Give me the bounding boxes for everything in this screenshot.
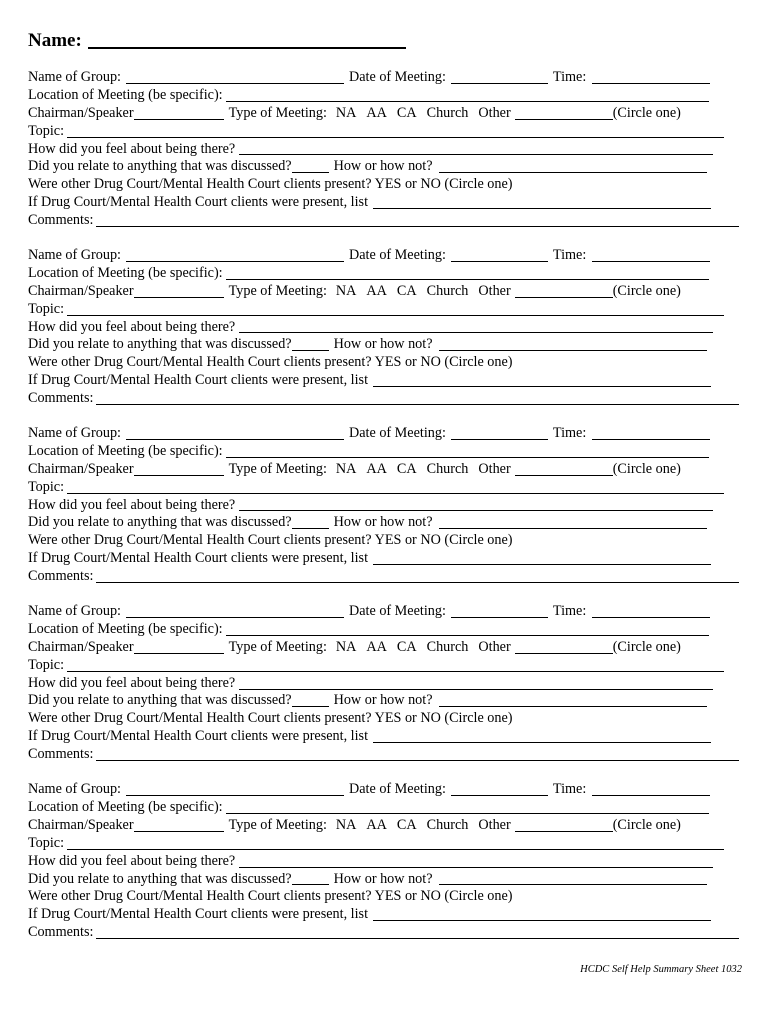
clients-present-line (28, 532, 744, 550)
group-name-label: Name of Group: (28, 781, 121, 798)
comments-label: Comments: (28, 212, 94, 229)
topic-line (28, 123, 744, 141)
meeting-date-field[interactable] (451, 70, 548, 84)
relate-line (28, 514, 744, 532)
location-label: Location of Meeting (be specific): (28, 620, 223, 637)
relate-field[interactable] (292, 693, 329, 707)
form-id-footer: HCDC Self Help Summary Sheet 1032 (580, 964, 742, 975)
meeting-date-field[interactable] (451, 604, 548, 618)
clients-present-line (28, 888, 744, 906)
name-row (28, 28, 744, 52)
list-clients-label: If Drug Court/Mental Health Court clients were present, list (28, 550, 369, 567)
relate-line (28, 158, 744, 176)
feel-line (28, 675, 744, 693)
name-label: Name: (28, 30, 82, 51)
list-clients-line (28, 372, 744, 390)
meeting-type-option[interactable]: NA (335, 460, 357, 477)
list-clients-line (28, 906, 744, 924)
topic-field[interactable] (67, 658, 724, 672)
list-clients-field[interactable] (373, 551, 711, 565)
feel-label: How did you feel about being there? (28, 496, 236, 513)
meeting-blocks (28, 69, 744, 942)
relate-line (28, 693, 744, 711)
list-clients-field[interactable] (373, 195, 711, 209)
meeting-type-option[interactable]: CA (396, 104, 417, 121)
topic-line (28, 479, 744, 497)
group-name-field[interactable] (126, 70, 344, 84)
group-line (28, 781, 744, 799)
group-line (28, 247, 744, 265)
circle-one-label: (Circle one) (612, 638, 681, 655)
group-name-label: Name of Group: (28, 603, 121, 620)
feel-label: How did you feel about being there? (28, 674, 236, 691)
comments-label: Comments: (28, 746, 94, 763)
meeting-type-option[interactable]: AA (366, 816, 387, 833)
how-not-field[interactable] (439, 159, 707, 173)
comments-label: Comments: (28, 924, 94, 941)
meeting-date-field[interactable] (451, 248, 548, 262)
how-not-label: How or how not? (333, 870, 433, 887)
topic-field[interactable] (67, 836, 724, 850)
meeting-type-label: Type of Meeting: (228, 638, 327, 655)
location-label: Location of Meeting (be specific): (28, 442, 223, 459)
meeting-date-label: Date of Meeting: (348, 781, 446, 798)
clients-present-label: Were other Drug Court/Mental Health Court clients present? YES or NO (Circle one) (28, 354, 513, 371)
meeting-date-label: Date of Meeting: (348, 425, 446, 442)
location-field[interactable] (226, 266, 709, 280)
list-clients-line (28, 550, 744, 568)
relate-line (28, 336, 744, 354)
meeting-type-label: Type of Meeting: (228, 104, 327, 121)
relate-field[interactable] (292, 337, 329, 351)
chairman-label: Chairman/Speaker (28, 460, 134, 477)
topic-line (28, 301, 744, 319)
how-not-field[interactable] (439, 871, 707, 885)
chairman-line (28, 461, 744, 479)
feel-line (28, 853, 744, 871)
how-not-label: How or how not? (333, 692, 433, 709)
meeting-entry (28, 247, 744, 408)
feel-line (28, 497, 744, 515)
group-line (28, 425, 744, 443)
chairman-line (28, 283, 744, 301)
topic-label: Topic: (28, 478, 65, 495)
list-clients-line (28, 728, 744, 746)
feel-line (28, 319, 744, 337)
meeting-type-option[interactable]: AA (366, 282, 387, 299)
chairman-line (28, 817, 744, 835)
comments-label: Comments: (28, 568, 94, 585)
how-not-field[interactable] (439, 515, 707, 529)
chairman-field[interactable] (134, 106, 224, 120)
time-label: Time: (552, 781, 587, 798)
list-clients-field[interactable] (373, 907, 711, 921)
comments-field[interactable] (96, 747, 739, 761)
clients-present-line (28, 176, 744, 194)
group-name-label: Name of Group: (28, 68, 121, 85)
clients-present-line (28, 710, 744, 728)
comments-field[interactable] (96, 391, 739, 405)
meeting-type-label: Type of Meeting: (228, 816, 327, 833)
time-field[interactable] (592, 426, 710, 440)
location-line (28, 87, 744, 105)
meeting-type-option[interactable]: Other (478, 104, 511, 121)
time-label: Time: (552, 603, 587, 620)
meeting-entry (28, 781, 744, 942)
other-type-field[interactable] (515, 106, 613, 120)
how-not-field[interactable] (439, 337, 707, 351)
clients-present-label: Were other Drug Court/Mental Health Court clients present? YES or NO (Circle one) (28, 532, 513, 549)
list-clients-label: If Drug Court/Mental Health Court clients were present, list (28, 194, 369, 211)
comments-line (28, 568, 744, 586)
comments-label: Comments: (28, 390, 94, 407)
list-clients-line (28, 194, 744, 212)
location-field[interactable] (226, 444, 709, 458)
meeting-type-option[interactable]: CA (396, 816, 417, 833)
comments-line (28, 390, 744, 408)
feel-field[interactable] (239, 141, 713, 155)
time-label: Time: (552, 425, 587, 442)
comments-line (28, 924, 744, 942)
topic-label: Topic: (28, 656, 65, 673)
comments-field[interactable] (96, 213, 739, 227)
meeting-type-option[interactable]: Other (478, 460, 511, 477)
meeting-type-label: Type of Meeting: (228, 282, 327, 299)
relate-label: Did you relate to anything that was discussed? (28, 870, 292, 887)
group-name-field[interactable] (126, 426, 344, 440)
meeting-type-option[interactable]: CA (396, 638, 417, 655)
relate-label: Did you relate to anything that was discussed? (28, 158, 292, 175)
location-field[interactable] (226, 88, 709, 102)
how-not-label: How or how not? (333, 514, 433, 531)
group-line (28, 603, 744, 621)
meeting-type-option[interactable]: NA (335, 816, 357, 833)
location-line (28, 799, 744, 817)
group-name-label: Name of Group: (28, 247, 121, 263)
topic-line (28, 835, 744, 853)
other-type-field[interactable] (515, 284, 613, 298)
list-clients-label: If Drug Court/Mental Health Court clients were present, list (28, 906, 369, 923)
meeting-type-option[interactable]: NA (335, 638, 357, 655)
meeting-type-option[interactable]: NA (335, 282, 357, 299)
how-not-field[interactable] (439, 693, 707, 707)
location-label: Location of Meeting (be specific): (28, 86, 223, 103)
chairman-label: Chairman/Speaker (28, 816, 134, 833)
relate-label: Did you relate to anything that was discussed? (28, 336, 292, 353)
feel-field[interactable] (239, 497, 713, 511)
chairman-field[interactable] (134, 284, 224, 298)
clients-present-label: Were other Drug Court/Mental Health Court clients present? YES or NO (Circle one) (28, 710, 513, 727)
feel-field[interactable] (239, 854, 713, 868)
topic-line (28, 657, 744, 675)
meeting-type-option[interactable]: NA (335, 104, 357, 121)
time-label: Time: (552, 247, 587, 263)
meeting-type-label: Type of Meeting: (228, 460, 327, 477)
relate-field[interactable] (292, 871, 329, 885)
relate-field[interactable] (292, 515, 329, 529)
time-field[interactable] (592, 70, 710, 84)
other-type-field[interactable] (515, 462, 613, 476)
meeting-date-label: Date of Meeting: (348, 603, 446, 620)
other-type-field[interactable] (515, 640, 613, 654)
location-line (28, 265, 744, 283)
meeting-type-option[interactable]: Church (426, 282, 469, 299)
list-clients-field[interactable] (373, 729, 711, 743)
meeting-date-field[interactable] (451, 782, 548, 796)
group-name-field[interactable] (126, 782, 344, 796)
group-line (28, 69, 744, 87)
location-field[interactable] (226, 800, 709, 814)
chairman-label: Chairman/Speaker (28, 104, 134, 121)
how-not-label: How or how not? (333, 336, 433, 353)
clients-present-label: Were other Drug Court/Mental Health Court clients present? YES or NO (Circle one) (28, 888, 513, 905)
chairman-field[interactable] (134, 462, 224, 476)
list-clients-field[interactable] (373, 373, 711, 387)
group-name-field[interactable] (126, 248, 344, 262)
list-clients-label: If Drug Court/Mental Health Court clients were present, list (28, 372, 369, 389)
meeting-type-option[interactable]: Other (478, 282, 511, 299)
feel-field[interactable] (239, 319, 713, 333)
meeting-entry (28, 425, 744, 586)
topic-field[interactable] (67, 124, 724, 138)
location-label: Location of Meeting (be specific): (28, 264, 223, 281)
chairman-label: Chairman/Speaker (28, 282, 134, 299)
group-name-field[interactable] (126, 604, 344, 618)
how-not-label: How or how not? (333, 158, 433, 175)
chairman-field[interactable] (134, 640, 224, 654)
topic-label: Topic: (28, 300, 65, 317)
time-field[interactable] (592, 248, 710, 262)
meeting-entry (28, 69, 744, 230)
list-clients-label: If Drug Court/Mental Health Court clients were present, list (28, 728, 369, 745)
circle-one-label: (Circle one) (612, 460, 681, 477)
meeting-type-option[interactable]: Church (426, 638, 469, 655)
chairman-label: Chairman/Speaker (28, 638, 134, 655)
location-label: Location of Meeting (be specific): (28, 798, 223, 815)
meeting-type-option[interactable]: Church (426, 460, 469, 477)
topic-field[interactable] (67, 302, 724, 316)
chairman-line (28, 639, 744, 657)
form-page (28, 28, 744, 959)
comments-field[interactable] (96, 925, 739, 939)
meeting-type-option[interactable]: Other (478, 638, 511, 655)
meeting-date-label: Date of Meeting: (348, 68, 446, 85)
time-field[interactable] (592, 782, 710, 796)
clients-present-label: Were other Drug Court/Mental Health Court clients present? YES or NO (Circle one) (28, 176, 513, 193)
topic-label: Topic: (28, 834, 65, 851)
comments-line (28, 212, 744, 230)
other-type-field[interactable] (515, 818, 613, 832)
location-line (28, 443, 744, 461)
relate-label: Did you relate to anything that was discussed? (28, 692, 292, 709)
chairman-field[interactable] (134, 818, 224, 832)
time-field[interactable] (592, 604, 710, 618)
meeting-type-option[interactable]: Other (478, 816, 511, 833)
topic-field[interactable] (67, 480, 724, 494)
meeting-type-option[interactable]: CA (396, 460, 417, 477)
meeting-type-option[interactable]: AA (366, 638, 387, 655)
relate-label: Did you relate to anything that was discussed? (28, 514, 292, 531)
meeting-type-option[interactable]: CA (396, 282, 417, 299)
meeting-date-label: Date of Meeting: (348, 247, 446, 263)
feel-field[interactable] (239, 676, 713, 690)
comments-field[interactable] (96, 569, 739, 583)
meeting-type-option[interactable]: Church (426, 816, 469, 833)
circle-one-label: (Circle one) (612, 816, 681, 833)
meeting-type-option[interactable]: AA (366, 104, 387, 121)
relate-line (28, 871, 744, 889)
meeting-type-option[interactable]: AA (366, 460, 387, 477)
clients-present-line (28, 354, 744, 372)
group-name-label: Name of Group: (28, 425, 121, 442)
feel-label: How did you feel about being there? (28, 140, 236, 157)
meeting-type-option[interactable]: Church (426, 104, 469, 121)
meeting-entry (28, 603, 744, 764)
location-line (28, 621, 744, 639)
feel-label: How did you feel about being there? (28, 318, 236, 335)
feel-line (28, 141, 744, 159)
circle-one-label: (Circle one) (612, 282, 681, 299)
name-field[interactable] (88, 30, 406, 49)
chairman-line (28, 105, 744, 123)
topic-label: Topic: (28, 122, 65, 139)
comments-line (28, 746, 744, 764)
meeting-date-field[interactable] (451, 426, 548, 440)
feel-label: How did you feel about being there? (28, 852, 236, 869)
location-field[interactable] (226, 622, 709, 636)
relate-field[interactable] (292, 159, 329, 173)
circle-one-label: (Circle one) (612, 104, 681, 121)
time-label: Time: (552, 68, 587, 85)
